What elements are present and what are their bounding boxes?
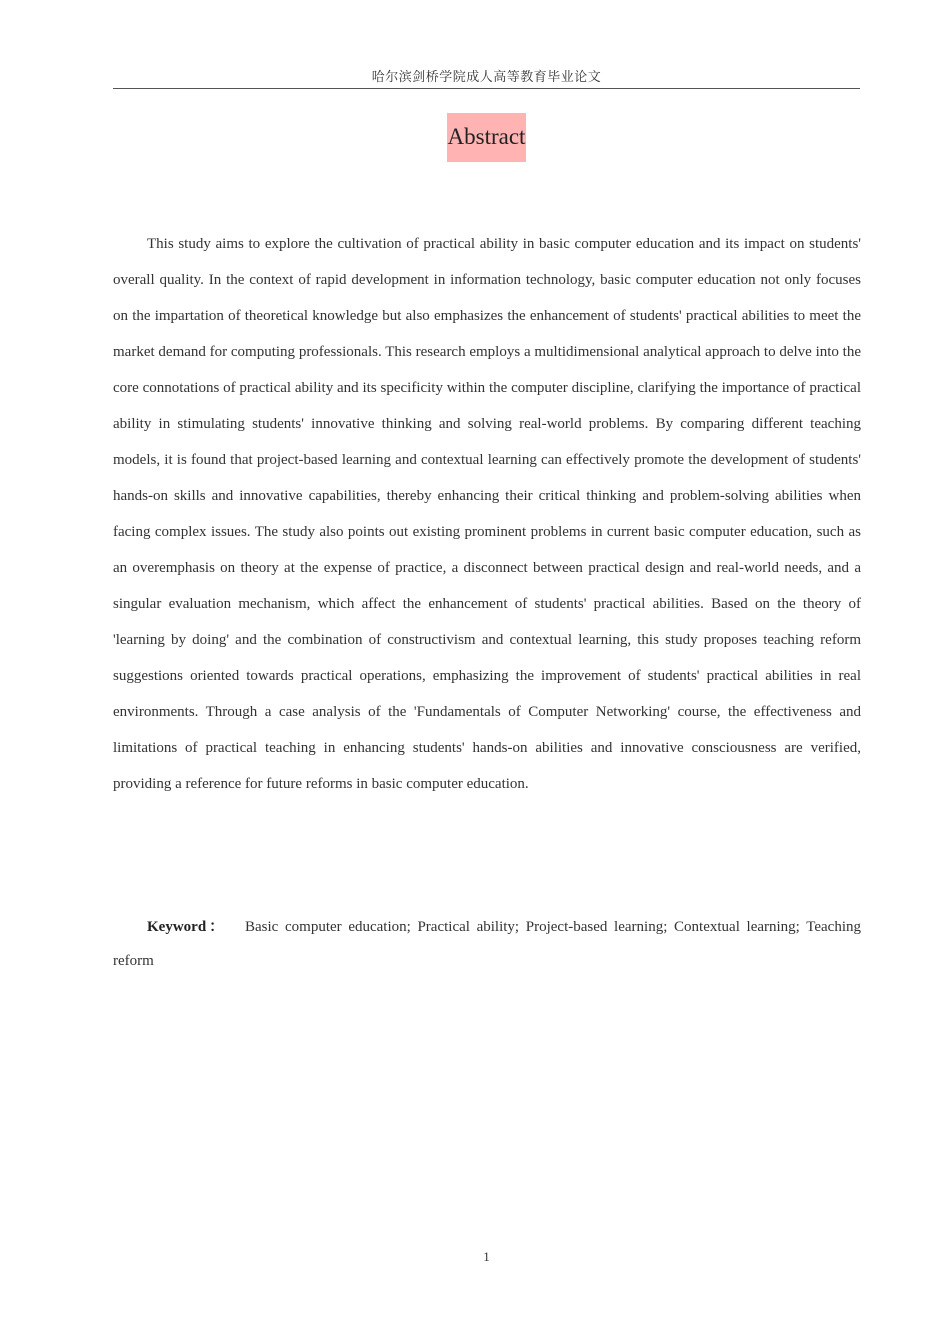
keywords-label: Keyword xyxy=(147,919,207,935)
running-header: 哈尔滨剑桥学院成人高等教育毕业论文 xyxy=(371,69,602,84)
keywords-paragraph xyxy=(113,910,861,978)
title-container xyxy=(113,113,860,162)
keywords-separator: ： xyxy=(206,919,228,935)
page-number: 1 xyxy=(483,1249,490,1264)
page-title: Abstract xyxy=(447,113,527,162)
keywords-text: Basic computer education; Practical ability; Project-based learning; Contextual learning; Teaching reform xyxy=(113,919,861,969)
abstract-paragraph: This study aims to explore the cultivation of practical ability in basic computer education and its impact on students' overall quality. In the context of rapid development in information technology, basic computer education not only focuses on the impartation of theoretical knowledge but also emphasizes the enhancement of students' practical abilities to meet the market demand for computing professionals. This research employs a multidimensional analytical approach to delve into the core connotations of practical ability and its specificity within the computer discipline, clarifying the importance of practical ability in stimulating students' innovative thinking and solving real-world problems. By comparing different teaching models, it is found that project-based learning and contextual learning can effectively promote the development of students' hands-on skills and innovative capabilities, thereby enhancing their critical thinking and problem-solving abilities when facing complex issues. The study also points out existing prominent problems in current basic computer education, such as an overemphasis on theory at the expense of practice, a disconnect between practical design and real-world needs, and a singular evaluation mechanism, which affect the enhancement of students' practical abilities. Based on the theory of 'learning by doing' and the combination of constructivism and contextual learning, this study proposes teaching reform suggestions oriented towards practical operations, emphasizing the improvement of students' practical abilities in real environments. Through a case analysis of the 'Fundamentals of Computer Networking' course, the effectiveness and limitations of practical teaching in enhancing students' hands-on abilities and innovative consciousness are verified, providing a reference for future reforms in basic computer education. xyxy=(113,236,861,792)
header-rule xyxy=(113,88,860,89)
